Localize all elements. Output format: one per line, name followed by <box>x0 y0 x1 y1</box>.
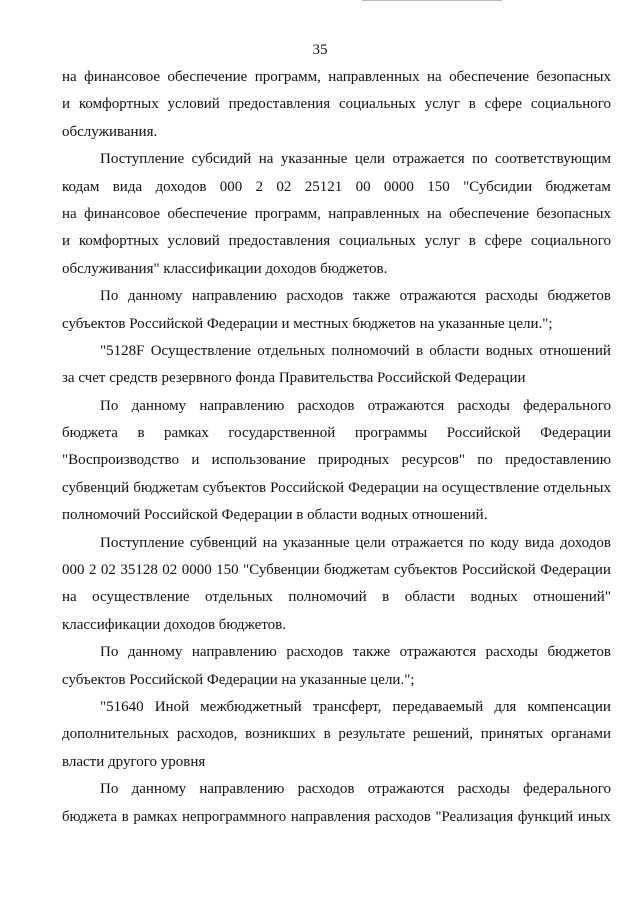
word: направленных <box>328 69 420 85</box>
word: программ, <box>254 69 321 85</box>
word: направленных <box>328 205 420 222</box>
word: 2 <box>88 562 97 579</box>
word: данному <box>127 644 183 661</box>
word: расходы <box>485 288 538 305</box>
word: субвенций <box>62 479 130 496</box>
word: расходов, <box>176 726 238 743</box>
word: предоставления <box>228 96 331 113</box>
word: рамках <box>164 425 209 442</box>
word: 150 <box>216 562 239 579</box>
word: отражаются <box>399 288 477 305</box>
word: обеспечение <box>449 205 529 222</box>
word: отдельных <box>257 342 326 359</box>
text-line <box>62 283 611 310</box>
word: в <box>468 233 476 250</box>
word: 000 <box>219 178 243 195</box>
word: услуг <box>424 96 460 113</box>
word: 000 <box>62 562 85 579</box>
word: направлению <box>199 781 285 798</box>
word: бюджета <box>62 808 117 825</box>
word: "Субсидии <box>463 178 533 195</box>
word: предоставлению <box>505 452 611 469</box>
word: водных <box>470 589 518 606</box>
word: расходов <box>297 781 355 798</box>
text-line <box>62 530 611 557</box>
word: также <box>352 644 391 661</box>
word: субвенций <box>189 534 257 551</box>
word: сфере <box>484 233 523 250</box>
word: 02 <box>276 178 292 195</box>
word: на <box>262 534 278 551</box>
text-line <box>62 146 611 173</box>
word: расходы <box>457 781 510 798</box>
word: кодам <box>62 178 100 195</box>
word: "5128F <box>100 342 145 359</box>
word: отдельных <box>543 479 611 496</box>
word: вида <box>524 534 555 551</box>
text-line <box>62 420 611 447</box>
word: осуществление <box>441 479 540 496</box>
word: По <box>100 781 119 798</box>
word: федерального <box>523 781 611 798</box>
word: Федерации <box>348 479 419 496</box>
word: 2 <box>255 178 264 195</box>
word: По <box>100 288 119 305</box>
text-line <box>62 91 611 118</box>
word: бюджетам <box>545 178 611 195</box>
word: Российской <box>446 425 521 442</box>
word: коду <box>490 534 520 551</box>
word: Федерации <box>540 562 611 579</box>
word: компенсации <box>527 698 611 715</box>
word: также <box>352 288 391 305</box>
word: на <box>427 205 442 222</box>
word: Поступление <box>100 534 185 551</box>
word: "Реализация <box>435 808 514 825</box>
word: цели <box>354 151 386 168</box>
word: Осуществление <box>150 342 252 359</box>
word: принятых <box>480 726 544 743</box>
word: ресурсов" <box>401 452 465 469</box>
word: обеспечение <box>167 69 248 85</box>
word: направлению <box>191 288 277 305</box>
word: отражаются <box>367 781 445 798</box>
word: в <box>468 96 476 113</box>
word: на <box>62 205 77 222</box>
word: программы <box>354 425 428 442</box>
text-line <box>62 584 611 611</box>
text-line: власти другого уровня <box>62 753 206 770</box>
text-line <box>62 721 611 748</box>
word: возникших <box>245 726 316 743</box>
word: расходы <box>457 397 510 414</box>
word: Иной <box>154 698 190 715</box>
word: водных <box>485 342 533 359</box>
word: направления <box>290 808 371 825</box>
word: 00 <box>355 178 371 195</box>
text-line: обслуживания" классификации доходов бюджетов. <box>62 260 388 277</box>
word: расходов <box>374 808 431 825</box>
word: доходов <box>155 178 207 195</box>
word: функций <box>517 808 574 825</box>
word: органами <box>550 726 611 743</box>
word: отражается <box>392 151 465 168</box>
word: 02 <box>100 562 116 579</box>
word: указанные <box>280 151 348 168</box>
word: бюджетов <box>547 644 611 661</box>
word: По <box>100 644 119 661</box>
word: отношений" <box>533 589 611 606</box>
word: бюджетам <box>323 562 390 579</box>
word: рамках <box>133 808 178 825</box>
word: государственной <box>228 425 336 442</box>
word: в <box>137 425 145 442</box>
text-line: субъектов Российской Федерации на указанные цели."; <box>62 671 415 688</box>
word: и <box>191 452 200 469</box>
word: данному <box>127 288 183 305</box>
word: и <box>62 96 71 113</box>
word: сфере <box>484 96 523 113</box>
word: отношений <box>539 342 611 359</box>
word: обеспечение <box>449 69 529 85</box>
word: данному <box>131 781 187 798</box>
word: области <box>429 342 480 359</box>
text-line <box>62 804 611 831</box>
word: 35128 <box>120 562 158 579</box>
word: вида <box>112 178 143 195</box>
word: по <box>477 452 493 469</box>
word: полномочий <box>288 589 367 606</box>
word: федерального <box>523 397 611 414</box>
word: 0000 <box>383 178 414 195</box>
word: "Субвенции <box>243 562 320 579</box>
word: субсидий <box>191 151 252 168</box>
word: дополнительных <box>62 726 170 743</box>
word: отражаются <box>399 644 477 661</box>
word: непрограммного <box>182 808 287 825</box>
word: по <box>472 151 488 168</box>
word: передаваемый <box>392 698 484 715</box>
word: обеспечение <box>167 205 248 222</box>
word: отражается <box>391 534 464 551</box>
text-line <box>62 475 611 502</box>
word: По <box>100 397 119 414</box>
document-body <box>62 64 611 831</box>
word: расходы <box>485 644 538 661</box>
word: межбюджетный <box>200 698 302 715</box>
text-line: обслуживания. <box>62 123 158 140</box>
word: природных <box>317 452 390 469</box>
word: предоставления <box>228 233 331 250</box>
word: на <box>427 69 442 85</box>
text-line: за счет средств резервного фонда Правительства Российской Федерации <box>62 370 526 387</box>
text-line <box>62 393 611 420</box>
word: на <box>258 151 274 168</box>
word: иных <box>577 808 611 825</box>
page-number: 35 <box>312 42 328 58</box>
word: безопасных <box>536 205 611 222</box>
word: на <box>62 69 77 85</box>
word: Федерации <box>540 425 611 442</box>
word: на <box>422 479 438 496</box>
word: доходов <box>559 534 611 551</box>
word: в <box>121 808 129 825</box>
word: в <box>415 342 424 359</box>
word: социальных <box>338 96 416 113</box>
word: "51640 <box>100 698 144 715</box>
text-line <box>62 64 611 91</box>
text-line <box>62 201 611 228</box>
word: "Воспроизводство <box>62 452 180 469</box>
word: соответствующим <box>495 151 611 168</box>
word: расходов <box>286 288 344 305</box>
word: результате <box>338 726 406 743</box>
word: полномочий <box>331 342 410 359</box>
word: использование <box>211 452 306 469</box>
text-line: классификации доходов бюджетов. <box>62 616 287 633</box>
word: в <box>323 726 331 743</box>
text-line <box>62 557 611 584</box>
word: осуществление <box>92 589 190 606</box>
word: социальных <box>338 233 416 250</box>
word: в <box>382 589 390 606</box>
word: направлению <box>191 644 277 661</box>
word: для <box>494 698 517 715</box>
word: бюджета <box>62 425 118 442</box>
text-line: полномочий Российской Федерации в области водных отношений. <box>62 507 488 524</box>
word: отражаются <box>367 397 445 414</box>
word: отдельных <box>205 589 273 606</box>
word: бюджетов <box>547 288 611 305</box>
word: указанные <box>283 534 350 551</box>
word: данному <box>131 397 187 414</box>
word: решений, <box>412 726 474 743</box>
word: области <box>404 589 455 606</box>
word: бюджетам <box>133 479 199 496</box>
word: услуг <box>424 233 460 250</box>
word: на <box>62 589 77 606</box>
text-line <box>62 776 611 803</box>
word: и <box>62 233 71 250</box>
word: расходов <box>286 644 344 661</box>
word: трансферт, <box>312 698 382 715</box>
word: финансовое <box>84 205 161 222</box>
text-line <box>62 174 611 201</box>
word: безопасных <box>536 69 611 85</box>
word: Поступление <box>100 151 185 168</box>
word: финансовое <box>84 69 161 85</box>
word: социального <box>530 96 611 113</box>
text-line: субъектов Российской Федерации и местных бюджетов на указанные цели."; <box>62 315 553 332</box>
word: комфортных <box>78 233 159 250</box>
word: комфортных <box>78 96 159 113</box>
word: 25121 <box>304 178 343 195</box>
text-line <box>62 639 611 666</box>
word: условий <box>167 233 220 250</box>
word: Российской <box>461 562 536 579</box>
text-line <box>62 694 611 721</box>
word: Российской <box>270 479 345 496</box>
word: 150 <box>427 178 450 195</box>
word: 0000 <box>181 562 212 579</box>
word: по <box>469 534 485 551</box>
word: условий <box>167 96 220 113</box>
word: цели <box>355 534 386 551</box>
text-line <box>62 338 611 365</box>
word: 02 <box>162 562 178 579</box>
top-edge-rule <box>362 0 502 1</box>
word: субъектов <box>202 479 267 496</box>
word: субъектов <box>393 562 458 579</box>
word: программ, <box>254 205 321 222</box>
word: расходов <box>297 397 355 414</box>
text-line <box>62 447 611 474</box>
word: социального <box>530 233 611 250</box>
word: направлению <box>199 397 285 414</box>
text-line <box>62 228 611 255</box>
